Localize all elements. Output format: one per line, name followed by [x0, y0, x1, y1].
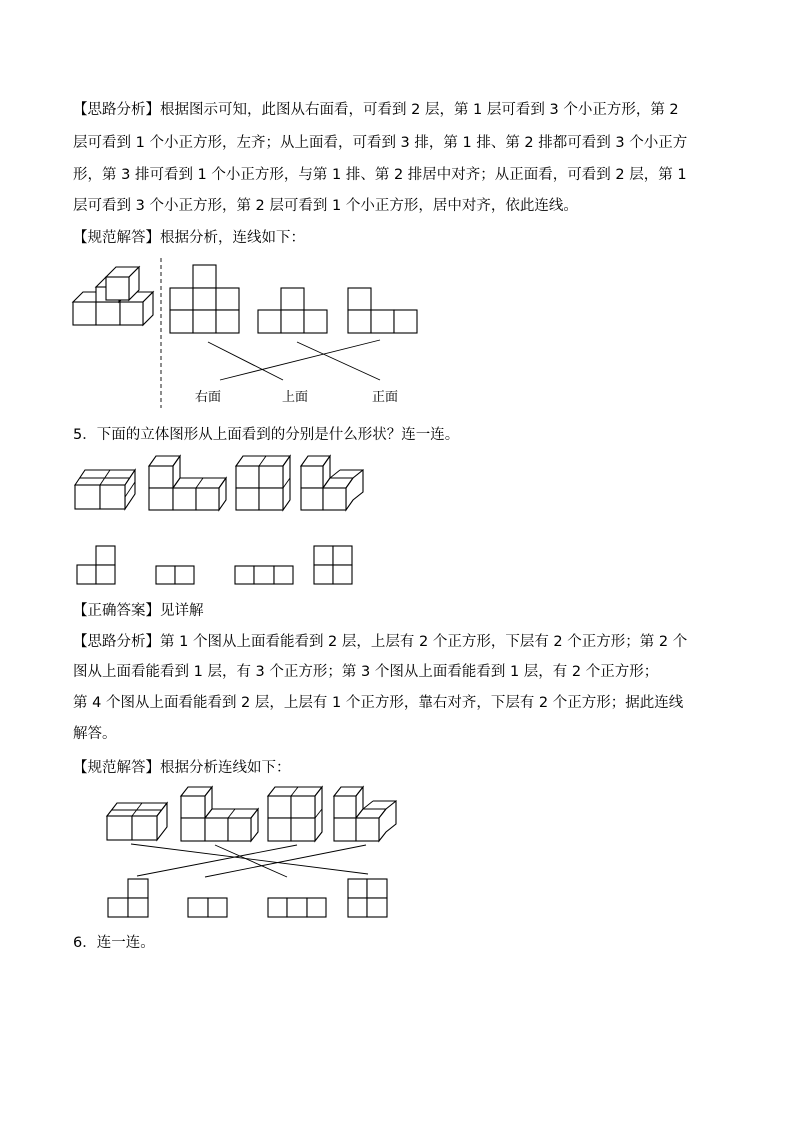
solution-solid-4	[334, 787, 396, 841]
solution-top-view-4	[348, 879, 387, 917]
analysis-line-2: 层可看到 1 个小正方形，左齐；从上面看，可看到 3 排，第 1 排、第 2 排都可看到 3 个小正方	[73, 135, 688, 151]
analysis5-line-1: 【思路分析】第 1 个图从上面看能看到 2 层，上层有 2 个正方形，下层有 2 个正方形；第 2 个	[73, 634, 688, 650]
solution-connector	[205, 845, 366, 877]
correct-answer-5: 【正确答案】见详解	[73, 603, 204, 619]
solution-connector	[131, 844, 368, 874]
solution-connector	[137, 845, 297, 876]
question-5: 5．下面的立体图形从上面看到的分别是什么形状？连一连。	[73, 427, 460, 443]
solution-solid-1	[107, 803, 167, 840]
solution-heading-5: 【规范解答】根据分析连线如下：	[73, 760, 291, 776]
analysis5-line-2: 图从上面看能看到 1 层，有 3 个正方形；第 3 个图从上面看能看到 1 层，有 2 个正方形；	[73, 664, 659, 680]
analysis-line-1: 【思路分析】根据图示可知，此图从右面看，可看到 2 层，第 1 层可看到 3 个小正方形，第 2	[73, 102, 679, 118]
analysis-line-4: 层可看到 3 个小正方形，第 2 层可看到 1 个小正方形，居中对齐，依此连线。	[73, 198, 578, 214]
label-right-view: 右面	[195, 390, 222, 405]
analysis-line-3: 形，第 3 排可看到 1 个小正方形，与第 1 排、第 2 排居中对齐；从正面看，可看到 2 层，第 1	[73, 167, 687, 183]
label-top-view: 上面	[282, 390, 309, 405]
solution-solid-2	[181, 787, 258, 841]
solution-top-view-3	[268, 898, 326, 917]
analysis5-line-4: 解答。	[73, 726, 117, 742]
solution-top-view-1	[108, 879, 148, 917]
question-6: 6．连一连。	[73, 935, 155, 951]
solution-connector	[215, 845, 287, 877]
solution-solid-3	[268, 787, 322, 841]
analysis5-line-3: 第 4 个图从上面看能看到 2 层，上层有 1 个正方形，靠右对齐，下层有 2 个正方形；据此连线	[73, 695, 684, 711]
solution-heading-4: 【规范解答】根据分析，连线如下：	[73, 230, 305, 246]
label-front-view: 正面	[372, 390, 399, 405]
solution-top-view-2	[188, 898, 227, 917]
